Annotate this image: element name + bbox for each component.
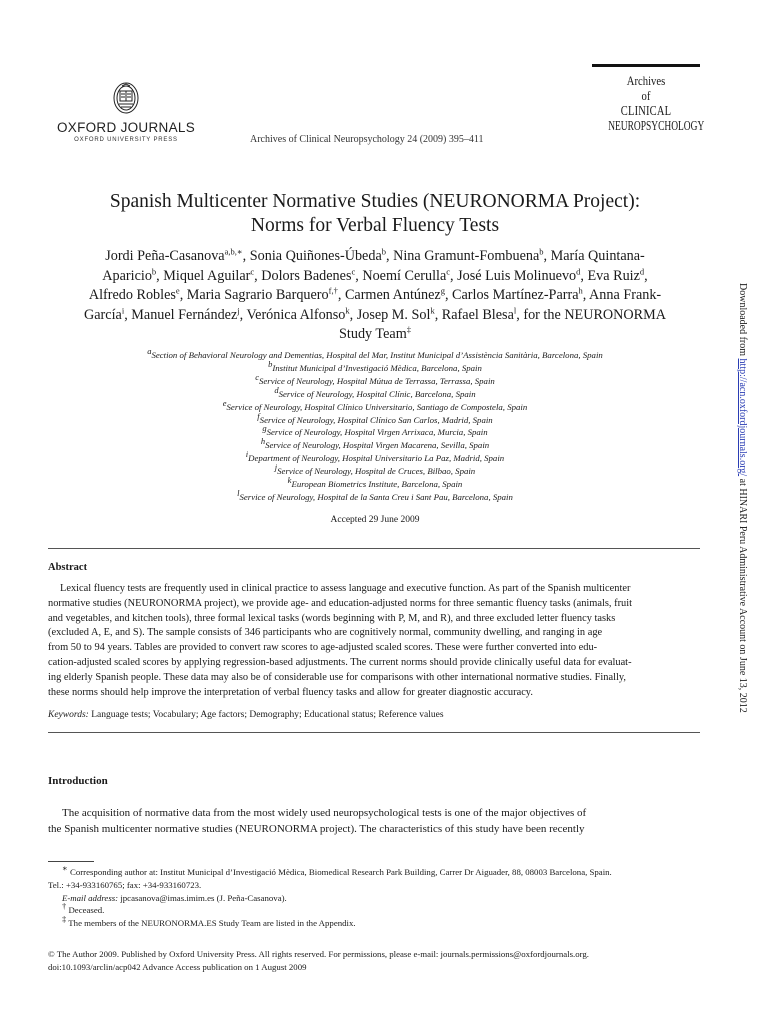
abstract-line: these norms should help improve the interpretation of verbal fluency tasks and allow for greater diagnostic accuracy.	[48, 686, 533, 698]
affiliation: $^k$European Biometrics Institute, Barcelona, Spain	[287, 475, 463, 490]
author-list	[40, 247, 710, 345]
keywords-list: Language tests; Vocabulary; Age factors; Demography; Educational status; Reference values	[91, 710, 444, 720]
abstract-line: and vegetables, and kitchen tools), three formal lexical tasks (words beginning with P, M, and R), and three excluded letter fluency tasks	[48, 612, 616, 624]
introduction-line: The acquisition of normative data from the most widely used neuropsychological tests is one of the major objectives of	[62, 807, 587, 819]
author-line: Jordi Peña-Casanova$^{a,b,∗}$, Sonia Quiñones-Úbeda$^b$, Nina Gramunt-Fombuena$^b$, María Quintana-	[105, 246, 645, 264]
abstract-line: normative studies (NEURONORMA project), we provide age- and education-adjusted norms for three semantic fluency tasks (animals, fruit	[48, 597, 633, 609]
download-source-link[interactable]: http://acn.oxfordjournals.org/	[737, 358, 748, 477]
section-divider	[48, 548, 700, 549]
introduction-body	[48, 805, 700, 837]
footnote-corresponding: ∗ Corresponding author at: Institut Municipal d’Investigació Mèdica, Biomedical Research Park Building, Carrer Dr Aiguader, 88, 08003 Barcelona, Spain.	[62, 863, 612, 877]
archives-logo-line: CLINICAL	[620, 103, 672, 118]
keywords-label: Keywords:	[48, 710, 89, 720]
footnote-email: E-mail address: jpcasanova@imas.imim.es (J. Peña-Casanova).	[62, 892, 287, 903]
abstract-line: (excluded A, E, and S). The sample consists of 346 participants who are cognitively normal, community dwelling, and ranging in age	[48, 627, 603, 639]
affiliation: $^d$Service of Neurology, Hospital Clínic, Barcelona, Spain	[274, 384, 476, 399]
affiliation: $^i$Department of Neurology, Hospital Universitario La Paz, Madrid, Spain	[245, 449, 505, 464]
affiliations	[40, 346, 710, 504]
author-line: Study Team‡	[339, 324, 411, 342]
abstract-body	[48, 582, 700, 700]
affiliation: $^c$Service of Neurology, Hospital Mútua de Terrassa, Terrassa, Spain	[255, 371, 495, 386]
affiliation: $^l$Service of Neurology, Hospital de la Santa Creu i Sant Pau, Barcelona, Spain	[237, 488, 513, 502]
affiliation: $^h$Service of Neurology, Hospital Virgen Macarena, Sevilla, Spain	[260, 436, 490, 451]
footnote-contact: Tel.: +34-933160765; fax: +34-933160723.	[48, 879, 202, 890]
author-line: Alfredo Robles$^e$, Maria Sagrario Barquero$^{f,\dagger}$, Carmen Antúnez$^g$, Carlos Martínez-Parra$^h$, Anna Frank-	[88, 285, 662, 303]
author-line: Aparicio$^b$, Miquel Aguilar$^c$, Dolors Badenes$^c$, Noemí Cerulla$^c$, José Luis Molinuevo$^d$, Eva Ruiz$^d$,	[102, 265, 648, 284]
doi-line: doi:10.1093/arclin/acp042 Advance Access publication on 1 August 2009	[48, 962, 307, 972]
author-line: García$^i$, Manuel Fernández$^j$, Verónica Alfonso$^k$, Josep M. Sol$^k$, Rafael Blesa$^l$, for the NEURONORMA	[84, 304, 666, 323]
accepted-date: Accepted 29 June 2009	[330, 515, 420, 525]
affiliation: $^e$Service of Neurology, Hospital Clínico Universitario, Santiago de Compostela, Spain	[222, 397, 528, 412]
logo-text: OXFORD JOURNALS	[56, 120, 196, 135]
abstract-heading: Abstract	[48, 562, 88, 573]
copyright	[48, 948, 700, 974]
paper-title	[40, 190, 710, 238]
download-watermark	[730, 283, 748, 763]
footnote-divider	[48, 861, 94, 862]
title-line: Spanish Multicenter Normative Studies (NEURONORMA Project):	[109, 191, 641, 212]
footnotes	[48, 863, 700, 930]
abstract-line: ing elderly Spanish people. These data may also be of considerable use for comparisons with other international normative studies. Finally,	[48, 671, 626, 683]
abstract-line: from 50 to 94 years. Tables are provided to convert raw scores to age-adjusted scaled scores. These were further converted into edu-	[48, 642, 598, 654]
introduction-heading: Introduction	[48, 775, 108, 787]
affiliation: $^b$Institut Municipal d’Investigació Mèdica, Barcelona, Spain	[268, 358, 482, 373]
section-divider	[48, 732, 700, 733]
footnote-deceased: † Deceased.	[62, 901, 105, 916]
affiliation: $^j$Service of Neurology, Hospital de Cruces, Bilbao, Spain	[274, 462, 476, 477]
affiliation: $^g$Service of Neurology, Hospital Virgen Arrixaca, Murcia, Spain	[262, 423, 488, 438]
introduction-line: the Spanish multicenter normative studies (NEURONORMA project). The characteristics of this study have been recently	[48, 823, 585, 835]
archives-logo-line: of	[641, 88, 651, 103]
download-prefix: Downloaded from	[737, 283, 748, 359]
archives-logo-line: Archives	[626, 73, 666, 88]
archives-logo-line: NEUROPSYCHOLOGY	[608, 118, 705, 133]
affiliation: $^a$Section of Behavioral Neurology and Dementias, Hospital del Mar, Institut Municipal d’Assistència Sanitària, Barcelona, Spain	[147, 346, 603, 360]
affiliation: $^f$Service of Neurology, Hospital Clínico San Carlos, Madrid, Spain	[257, 410, 493, 425]
download-suffix: at HINARI Peru Administrative Account on June 13, 2012	[737, 476, 748, 713]
logo-subtext: OXFORD UNIVERSITY PRESS	[74, 137, 178, 143]
abstract-line: Lexical fluency tests are frequently used in clinical practice to assess language and executive function. As part of the Spanish multicenter	[60, 583, 631, 594]
title-line: Norms for Verbal Fluency Tests	[250, 215, 500, 236]
abstract-line: cation-adjusted scaled scores by applying regression-based adjustments. The current norms should provide clinically useful data for evaluat-	[48, 656, 632, 668]
journal-citation: Archives of Clinical Neuropsychology 24 (2009) 395–411	[250, 134, 484, 145]
archives-journal-logo	[592, 73, 705, 133]
archives-logo-rule	[592, 64, 700, 67]
copyright-line: © The Author 2009. Published by Oxford University Press. All rights reserved. For permissions, please e-mail: journals.permissions@oxfordjournals.org.	[48, 949, 589, 959]
footnote-team: ‡ The members of the NEURONORMA.ES Study Team are listed in the Appendix.	[62, 914, 356, 929]
keywords	[48, 710, 444, 720]
